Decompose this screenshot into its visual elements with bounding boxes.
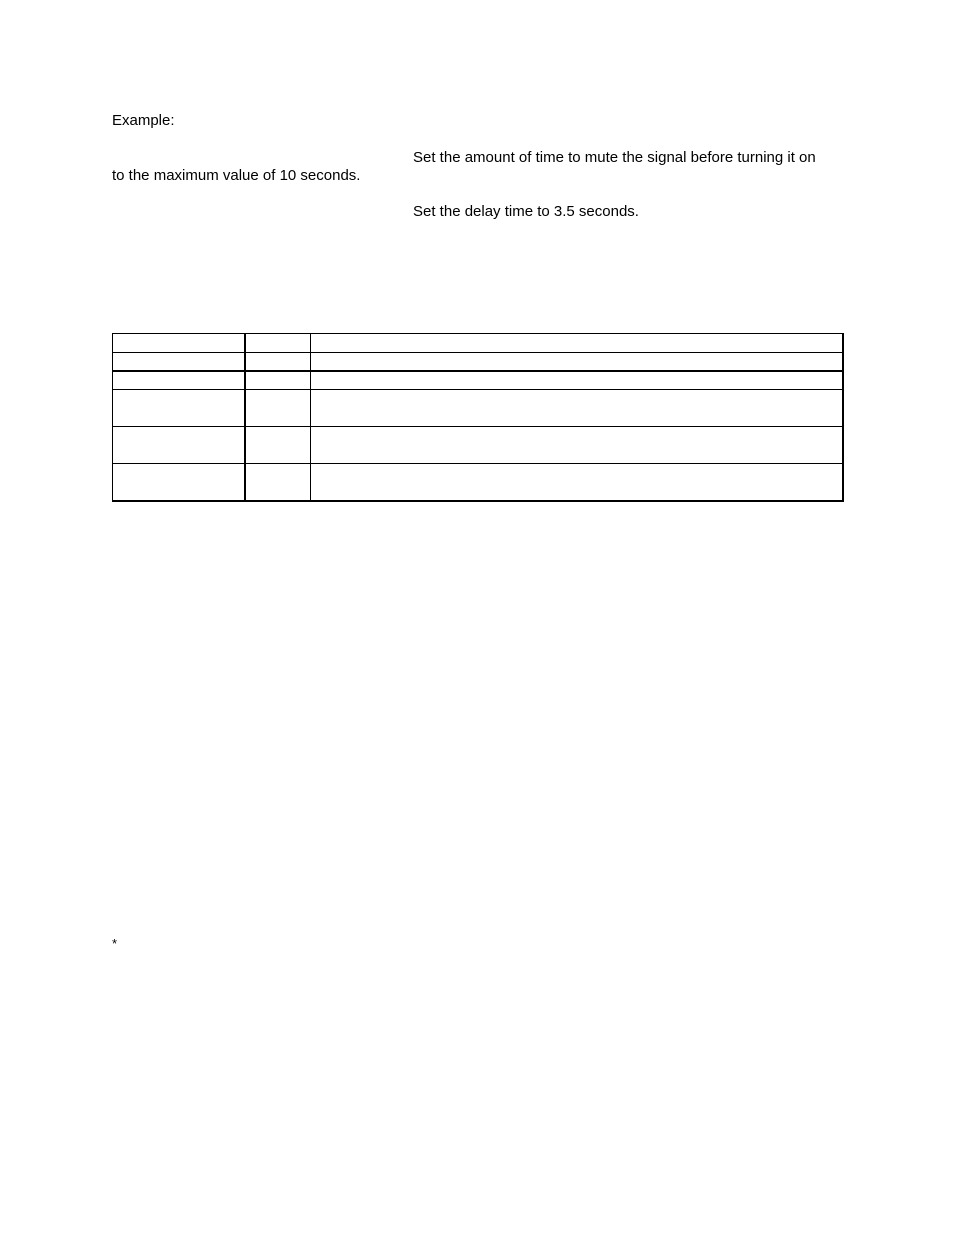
table-row	[113, 464, 844, 502]
example-description-line-1-continued: to the maximum value of 10 seconds.	[112, 167, 361, 184]
table-row	[113, 390, 844, 427]
table-cell	[311, 371, 844, 390]
table-cell	[245, 334, 311, 353]
table-cell	[245, 371, 311, 390]
example-description-line-2: Set the delay time to 3.5 seconds.	[413, 203, 639, 220]
table-cell	[113, 353, 246, 372]
table-cell	[245, 464, 311, 502]
table-cell	[311, 390, 844, 427]
footnote-marker: *	[112, 936, 118, 951]
example-description-line-1: Set the amount of time to mute the signal before turning it on	[413, 149, 816, 166]
table-cell	[113, 334, 246, 353]
table-cell	[113, 464, 246, 502]
table-cell	[245, 427, 311, 464]
table-cell	[245, 390, 311, 427]
table-cell	[245, 353, 311, 372]
table-header-row	[113, 334, 844, 353]
table-cell	[311, 427, 844, 464]
example-label: Example:	[112, 112, 175, 129]
table-cell	[113, 390, 246, 427]
table-row	[113, 427, 844, 464]
table-cell	[311, 353, 844, 372]
table-cell	[113, 371, 246, 390]
table-cell	[311, 334, 844, 353]
table-subheader-row	[113, 353, 844, 372]
command-table	[112, 333, 844, 502]
table-cell	[311, 464, 844, 502]
table-row	[113, 371, 844, 390]
table-cell	[113, 427, 246, 464]
